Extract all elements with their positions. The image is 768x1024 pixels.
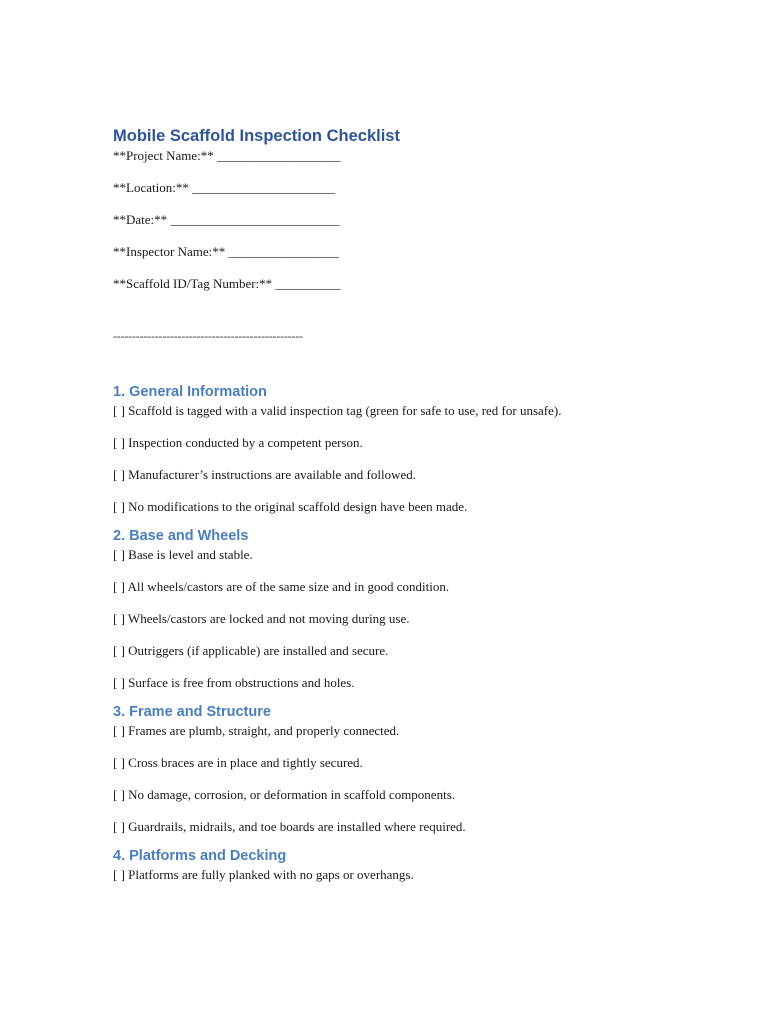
- checklist-item: [ ] Cross braces are in place and tightly secured.: [113, 755, 363, 770]
- checklist-item: [ ] Wheels/castors are locked and not moving during use.: [113, 611, 410, 626]
- field-label: **Project Name:**: [113, 148, 214, 163]
- section-base-and-wheels: [113, 525, 733, 691]
- dashed-divider: --------------------------------------------------: [113, 329, 303, 343]
- field-blank: ______________________: [192, 180, 336, 195]
- header-fields: [113, 148, 733, 292]
- checklist: [113, 723, 733, 835]
- field-blank: __________________________: [170, 212, 340, 227]
- section-frame-and-structure: [113, 701, 733, 835]
- section-heading: 2. Base and Wheels: [113, 528, 249, 544]
- section-heading: 1. General Information: [113, 384, 267, 400]
- field-blank: _________________: [228, 244, 340, 259]
- checklist-item: [ ] All wheels/castors are of the same size and in good condition.: [113, 579, 450, 594]
- checklist: [113, 547, 733, 691]
- checklist-item: [ ] No modifications to the original scaffold design have been made.: [113, 499, 468, 514]
- field-label: **Inspector Name:**: [113, 244, 226, 259]
- checklist-item: [ ] Manufacturer’s instructions are available and followed.: [113, 467, 416, 482]
- field-label: **Date:**: [113, 212, 168, 227]
- document-content: [113, 124, 733, 883]
- checklist: [113, 867, 733, 883]
- field-label: **Scaffold ID/Tag Number:**: [113, 276, 273, 291]
- document-title: Mobile Scaffold Inspection Checklist: [113, 127, 400, 145]
- checklist-item: [ ] Surface is free from obstructions and holes.: [113, 675, 355, 690]
- checklist-item: [ ] Outriggers (if applicable) are installed and secure.: [113, 643, 389, 658]
- field-inspector-name: [113, 244, 733, 260]
- checklist-item: [ ] Frames are plumb, straight, and properly connected.: [113, 723, 400, 738]
- field-blank: __________: [275, 276, 341, 291]
- field-location: [113, 180, 733, 196]
- checklist-item: [ ] Guardrails, midrails, and toe boards are installed where required.: [113, 819, 466, 834]
- checklist-item: [ ] Scaffold is tagged with a valid inspection tag (green for safe to use, red for unsafe).: [113, 403, 562, 418]
- checklist-item: [ ] Base is level and stable.: [113, 547, 253, 562]
- section-heading: 3. Frame and Structure: [113, 704, 271, 720]
- checklist: [113, 403, 733, 515]
- checklist-item: [ ] Inspection conducted by a competent person.: [113, 435, 363, 450]
- section-heading: 4. Platforms and Decking: [113, 848, 287, 864]
- section-general-information: [113, 381, 733, 515]
- field-label: **Location:**: [113, 180, 189, 195]
- field-date: [113, 212, 733, 228]
- checklist-item: [ ] Platforms are fully planked with no gaps or overhangs.: [113, 867, 414, 882]
- section-platforms-and-decking: [113, 845, 733, 883]
- field-blank: ___________________: [216, 148, 341, 163]
- field-scaffold-id: [113, 276, 733, 292]
- field-project-name: [113, 148, 733, 164]
- checklist-item: [ ] No damage, corrosion, or deformation in scaffold components.: [113, 787, 455, 802]
